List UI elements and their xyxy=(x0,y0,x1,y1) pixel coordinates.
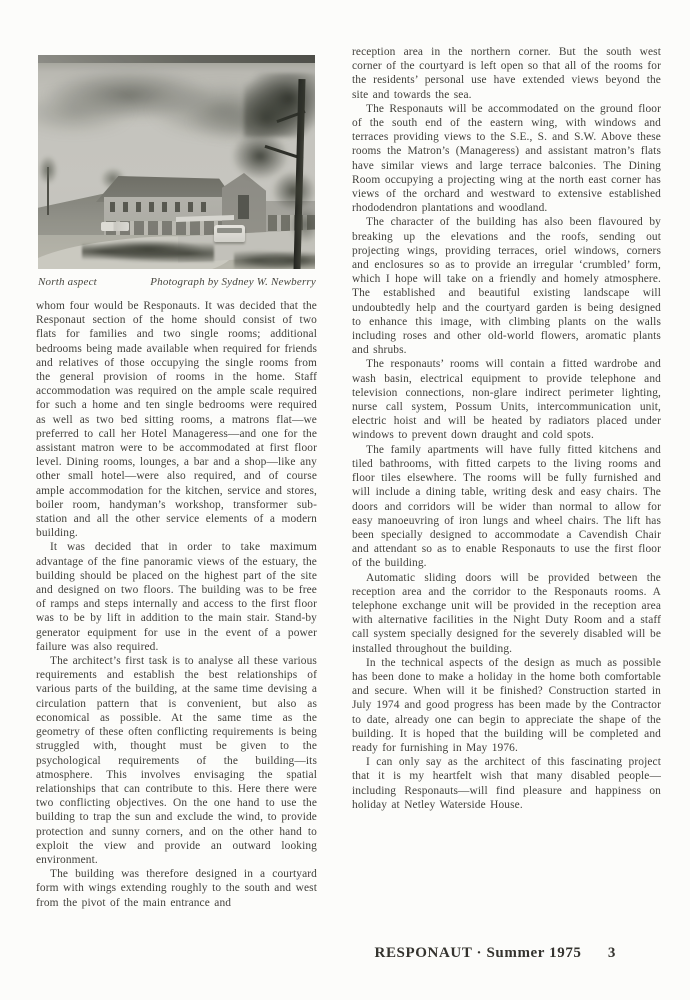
page-footer xyxy=(352,945,616,962)
paragraph: The family apartments will have fully fitted kitchens and tiled bathrooms, with fitted carpets to the living rooms and floor tiles elsewhere. The rooms will be fully furnished and will include a dining table, writing desk and easy chairs. The doors and corridors will be wider than normal to allow for easy manoeuvring of iron lungs and wheel chairs. The lift has been specially designed to accommodate a Cavendish Chair and attendant so as to enable Responauts to use the first floor of the building. xyxy=(352,443,661,570)
photo-parked-cars xyxy=(101,222,129,231)
paragraph: Automatic sliding doors will be provided between the reception area and the corridor to the Responauts rooms. A telephone exchange unit will be provided in the reception area with alternative facilities in the Night Duty Room and a staff call system specially designed for the severely disabled will be installed throughout the building. xyxy=(352,571,661,655)
photo-tree-foliage xyxy=(244,73,315,137)
paragraph: reception area in the northern corner. But the south west corner of the courtyard is left open so that all of the rooms for the residents’ personal use have extended views beyond the site and towards the sea. xyxy=(352,46,661,101)
right-text-column xyxy=(352,45,661,812)
photo-van-windows xyxy=(217,228,242,233)
caption-right: Photograph by Sydney W. Newberry xyxy=(150,276,316,288)
photo-gable-block xyxy=(222,173,266,247)
left-text-column xyxy=(36,299,317,910)
photo-bush xyxy=(234,249,315,269)
photo-ground-floor-openings xyxy=(106,221,228,237)
photo-dark-top-edge xyxy=(38,55,315,63)
photo-tree-branch xyxy=(276,110,305,123)
caption-left: North aspect xyxy=(38,276,97,288)
paragraph: The responauts’ rooms will contain a fitted wardrobe and wash basin, electrical equipment to provide telephone and television connections, non-glare indirect perimeter lighting, nurse call system, Possum Units, intercommunication unit, electric hoist and will be heated by radiators placed under windows to prevent down draught and cold spots. xyxy=(352,358,661,442)
building-photo xyxy=(38,55,315,269)
paragraph: whom four would be Responauts. It was decided that the Responaut section of the home should consist of two flats for families and two single rooms; additional bedrooms being made available when required for friends and relatives of those occupying the single rooms from the general provision of rooms in the home. Staff accommodation was required on the ample scale required for such a home and ten single bedrooms were required as well as two bed sitting rooms, a matrons flat—we preferred to call her Hotel Manageress—and one for the assistant matron were to be accommodated at first floor level. Dining rooms, lounges, a bar and a shop—like any other small hotel—were also required, and of course ample accommodation for the kitchen, service and stores, boiler room, handyman’s workshop, transformer sub-station and all the other service elements of a modern building. xyxy=(36,300,317,540)
photo-entrance-canopy xyxy=(176,215,234,222)
paragraph: I can only say as the architect of this fascinating project that it is my heartfelt wish that many disabled people—including Responauts—will find pleasure and happiness on holiday at Netley Waterside House. xyxy=(352,756,661,811)
photo-building-roof xyxy=(96,176,236,202)
photo-white-van xyxy=(214,225,245,242)
photo-driveway xyxy=(38,226,234,269)
photo-tree-branch xyxy=(265,145,304,160)
photo-driveway-apron xyxy=(178,229,315,262)
photo-tree-foliage xyxy=(288,205,315,245)
photo-small-tree-trunk xyxy=(47,167,49,215)
photo-cloud xyxy=(148,81,298,139)
photo-caption xyxy=(38,276,316,289)
page-number: 3 xyxy=(607,945,616,961)
photo-gable-window xyxy=(238,195,249,219)
paragraph: The architect’s first task is to analyse all these various requirements and establish the best relationships of various parts of the building, at the same time devising a circulation pattern that is convenient, but also as economical as possible. At the same time as the geometry of these often conflicting requirements is being struggled with, thought must be given to the psychological requirements of the building—its atmosphere. This involves envisaging the spatial relationships that can contribute to this. Here there were two conflicting objectives. On the one hand to use the building to trap the sun and exclude the wind, to provide protection and sunny corners, and on the other hand to exploit the view and provide an outward looking environment. xyxy=(36,655,317,866)
photo-building-left-wing xyxy=(38,191,116,247)
photo-foreground xyxy=(38,235,315,269)
photo-building-right-wing xyxy=(266,201,315,239)
paragraph: The Responauts will be accommodated on the ground floor of the south end of the eastern wing, with windows and terraces providing views to the S.E., S. and S.W. Above these rooms the Matron’s (Manageress) and assistant matron’s flats have similar views and large terrace balconies. The Dining Room occupying a projecting wing at the north east corner has views of the orchard and westward to extensive established rhododendron plantations and woodland. xyxy=(352,102,661,215)
photo-cloud xyxy=(44,69,214,121)
photo-tree-foliage xyxy=(230,131,290,181)
footer-title: RESPONAUT · Summer 1975 xyxy=(374,945,582,961)
photo-hedge xyxy=(82,241,214,262)
photo-small-tree-foliage xyxy=(38,155,58,185)
photo-sky xyxy=(38,55,315,269)
paragraph: In the technical aspects of the design as much as possible has been done to make a holiday in the home both comfortable and secure. When will it be finished? Construction started in July 1974 and good progress has been made by the Contractor to date, already one can begin to appreciate the shape of the building. It is hoped that the building will be completed and ready for furnishing in May 1976. xyxy=(352,656,661,754)
photo-cloud xyxy=(38,89,134,135)
photo-building-facade xyxy=(104,197,230,247)
paragraph: It was decided that in order to take maximum advantage of the fine panoramic views of the estuary, the building should be placed on the highest part of the site and designed on two floors. The building was to be free of ramps and steps internally and access to the first floor was to be by lift in addition to the main stair. Stand-by generator equipment for use in the event of a power failure was also required. xyxy=(36,541,317,653)
photo-window-row xyxy=(110,202,212,212)
paragraph: The character of the building has also been flavoured by breaking up the elevations and the roofs, sending out projecting wings, providing terraces, oriel windows, corners and enclosures so as to provide an irregular ‘crumbled’ form, which I hope will take on a friendly and homely atmosphere. The established and beautiful existing landscape will undoubtedly help and the courtyard garden is being designed to enhance this image, with climbing plants on the walls including roses and other old-world flowers, aromatic plants and shrubs. xyxy=(352,216,661,357)
photo-tree-trunk xyxy=(294,79,306,269)
photo-background-tree xyxy=(100,167,126,191)
paragraph: The building was therefore designed in a courtyard form with wings extending roughly to the south and west from the pivot of the main entrance and xyxy=(36,868,317,909)
photo-right-wing-openings xyxy=(268,215,315,231)
photo-cloud xyxy=(188,101,308,143)
photo-tree-foliage xyxy=(270,169,315,213)
